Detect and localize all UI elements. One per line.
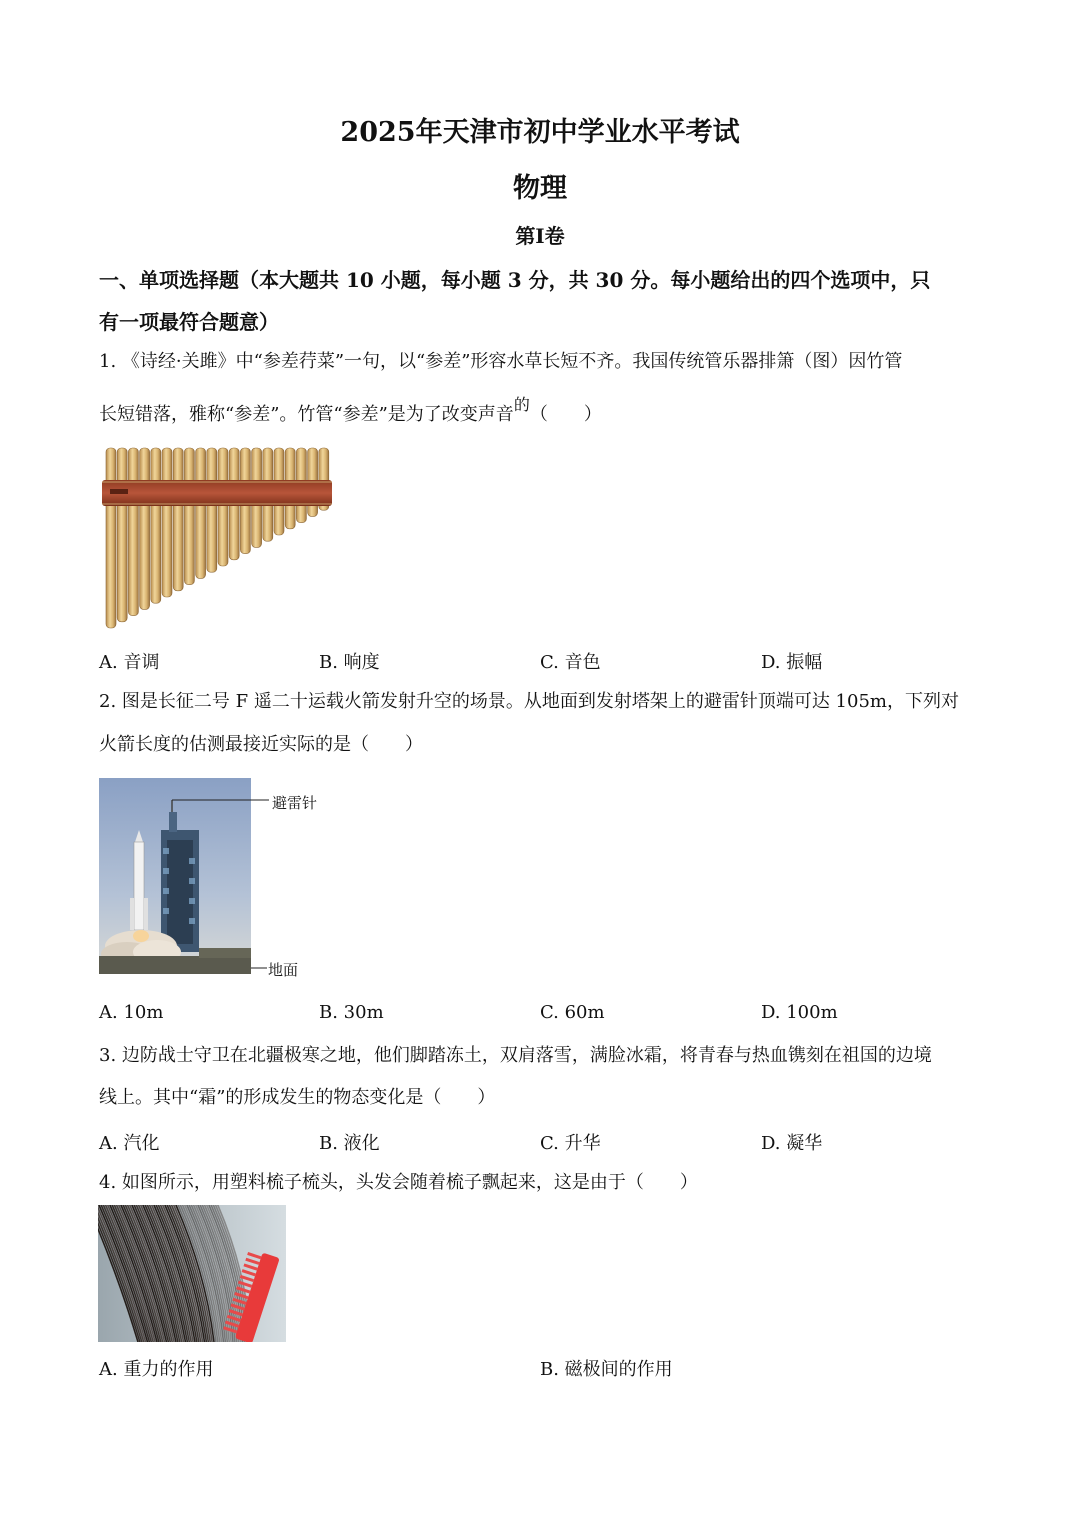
q1-option-c: C. 音色	[540, 652, 601, 673]
section-instruction-line2: 有一项最符合题意）	[99, 310, 279, 334]
q2-option-d: D. 100m	[761, 1002, 838, 1023]
q2-option-a: A. 10m	[99, 1002, 164, 1023]
q3-text-line2: 线上。其中“霜”的形成发生的物态变化是（ ）	[99, 1087, 496, 1108]
q1-text-line2-end: （ ）	[529, 404, 602, 425]
q1-text-line2	[99, 395, 602, 427]
q1-option-b: B. 响度	[319, 652, 380, 673]
q3-option-b: B. 液化	[319, 1133, 380, 1154]
q1-text-line2-main: 长短错落，雅称“参差”。竹管“参差”是为了改变声音	[99, 404, 514, 425]
q1-text-line2-sup: 的	[513, 395, 530, 414]
q3-option-c: C. 升华	[540, 1133, 601, 1154]
q3-option-a: A. 汽化	[99, 1133, 160, 1154]
volume-label: 第Ⅰ卷	[515, 224, 565, 248]
q1-text-line1: 1. 《诗经·关雎》中“参差荇菜”一句，以“参差”形容水草长短不齐。我国传统管乐器排箫（图）因竹管	[99, 351, 903, 372]
q2-text-line2: 火箭长度的估测最接近实际的是（ ）	[99, 734, 423, 755]
q1-option-d: D. 振幅	[761, 652, 823, 673]
lightning-rod-label: 避雷针	[272, 794, 318, 812]
rocket-launch-image	[99, 778, 269, 976]
q1-option-a: A. 音调	[99, 652, 160, 673]
pan-flute-image	[100, 446, 336, 632]
subject-title: 物理	[513, 173, 567, 204]
q3-option-d: D. 凝华	[761, 1133, 823, 1154]
q4-text-line1: 4. 如图所示，用塑料梳子梳头，头发会随着梳子飘起来，这是由于（ ）	[99, 1172, 698, 1193]
exam-title: 2025年天津市初中学业水平考试	[340, 117, 740, 148]
q4-option-a: A. 重力的作用	[99, 1359, 214, 1380]
q3-text-line1: 3. 边防战士守卫在北疆极寒之地，他们脚踏冻土，双肩落雪，满脸冰霜，将青春与热血镌刻在祖国的边境	[99, 1045, 932, 1066]
q2-text-line1: 2. 图是长征二号 F 遥二十运载火箭发射升空的场景。从地面到发射塔架上的避雷针顶端可达 105m，下列对	[99, 691, 959, 712]
q2-option-b: B. 30m	[319, 1002, 384, 1023]
section-instruction-line1: 一、单项选择题（本大题共 10 小题，每小题 3 分，共 30 分。每小题给出的四个选项中，只	[99, 268, 931, 292]
comb-hair-image	[98, 1205, 286, 1342]
ground-label: 地面	[268, 961, 299, 979]
q2-option-c: C. 60m	[540, 1002, 605, 1023]
q4-option-b: B. 磁极间的作用	[540, 1359, 673, 1380]
